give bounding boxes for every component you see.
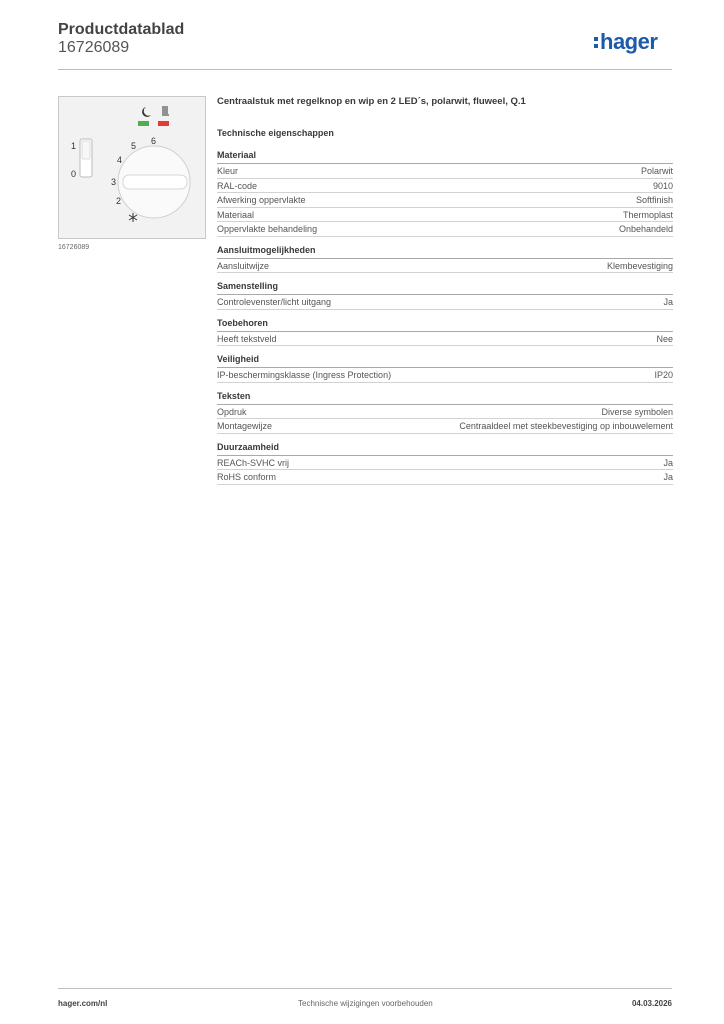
spec-row: Heeft tekstveld Nee: [217, 332, 673, 347]
section-title: Duurzaamheid: [217, 442, 673, 456]
section-title: Toebehoren: [217, 318, 673, 332]
footer-date: 04.03.2026: [631, 999, 672, 1008]
section-duurzaamheid: [217, 442, 673, 485]
section-veiligheid: [217, 354, 673, 383]
footer-disclaimer: Technische wijzigingen voorbehouden: [298, 999, 433, 1008]
svg-text:2: 2: [116, 196, 122, 206]
page-title: Productdatablad: [58, 21, 185, 38]
spec-row: Oppervlakte behandeling Onbehandeld: [217, 222, 673, 237]
svg-text:3: 3: [111, 177, 117, 187]
svg-text:5: 5: [131, 141, 137, 151]
led-red: [158, 121, 169, 126]
section-samenstelling: [217, 281, 673, 310]
thermostat-illustration: [59, 97, 205, 238]
specifications: [217, 96, 673, 493]
section-title: Samenstelling: [217, 281, 673, 295]
section-teksten: [217, 391, 673, 434]
spec-row: Materiaal Thermoplast: [217, 208, 673, 223]
footer-website-link[interactable]: hager.com/nl: [58, 999, 108, 1008]
svg-text:hager: hager: [600, 29, 658, 54]
led-green: [138, 121, 149, 126]
dial-knob: [123, 175, 187, 189]
svg-text:6: 6: [151, 136, 157, 146]
spec-row: Aansluitwijze Klembevestiging: [217, 259, 673, 274]
product-description: Centraalstuk met regelknop en wip en 2 LED´s, polarwit, fluweel, Q.1: [217, 96, 526, 107]
hager-logo: [593, 28, 675, 56]
section-title: Materiaal: [217, 150, 673, 164]
section-materiaal: [217, 150, 673, 237]
spec-row: RAL-code 9010: [217, 179, 673, 194]
spec-row: REACh-SVHC vrij Ja: [217, 456, 673, 471]
spec-row: Controlevenster/licht uitgang Ja: [217, 295, 673, 310]
section-toebehoren: [217, 318, 673, 347]
image-caption: 16726089: [58, 244, 90, 251]
technical-properties-heading: Technische eigenschappen: [217, 128, 334, 138]
product-number: 16726089: [58, 39, 130, 56]
spec-row: Kleur Polarwit: [217, 164, 673, 179]
spec-row: RoHS conform Ja: [217, 470, 673, 485]
svg-text:1: 1: [71, 141, 77, 151]
header-divider: [58, 69, 672, 70]
section-aansluitmogelijkheden: [217, 245, 673, 274]
section-title: Veiligheid: [217, 354, 673, 368]
spec-row: Afwerking oppervlakte Softfinish: [217, 193, 673, 208]
spec-row: IP-beschermingsklasse (Ingress Protection) IP20: [217, 368, 673, 383]
section-title: Aansluitmogelijkheden: [217, 245, 673, 259]
spec-row: Opdruk Diverse symbolen: [217, 405, 673, 420]
section-title: Teksten: [217, 391, 673, 405]
spec-row: Montagewijze Centraaldeel met steekbevestiging op inbouwelement: [217, 419, 673, 434]
footer-divider: [58, 988, 672, 989]
product-image: [58, 96, 206, 239]
svg-text:0: 0: [71, 169, 77, 179]
svg-text:4: 4: [117, 155, 123, 165]
